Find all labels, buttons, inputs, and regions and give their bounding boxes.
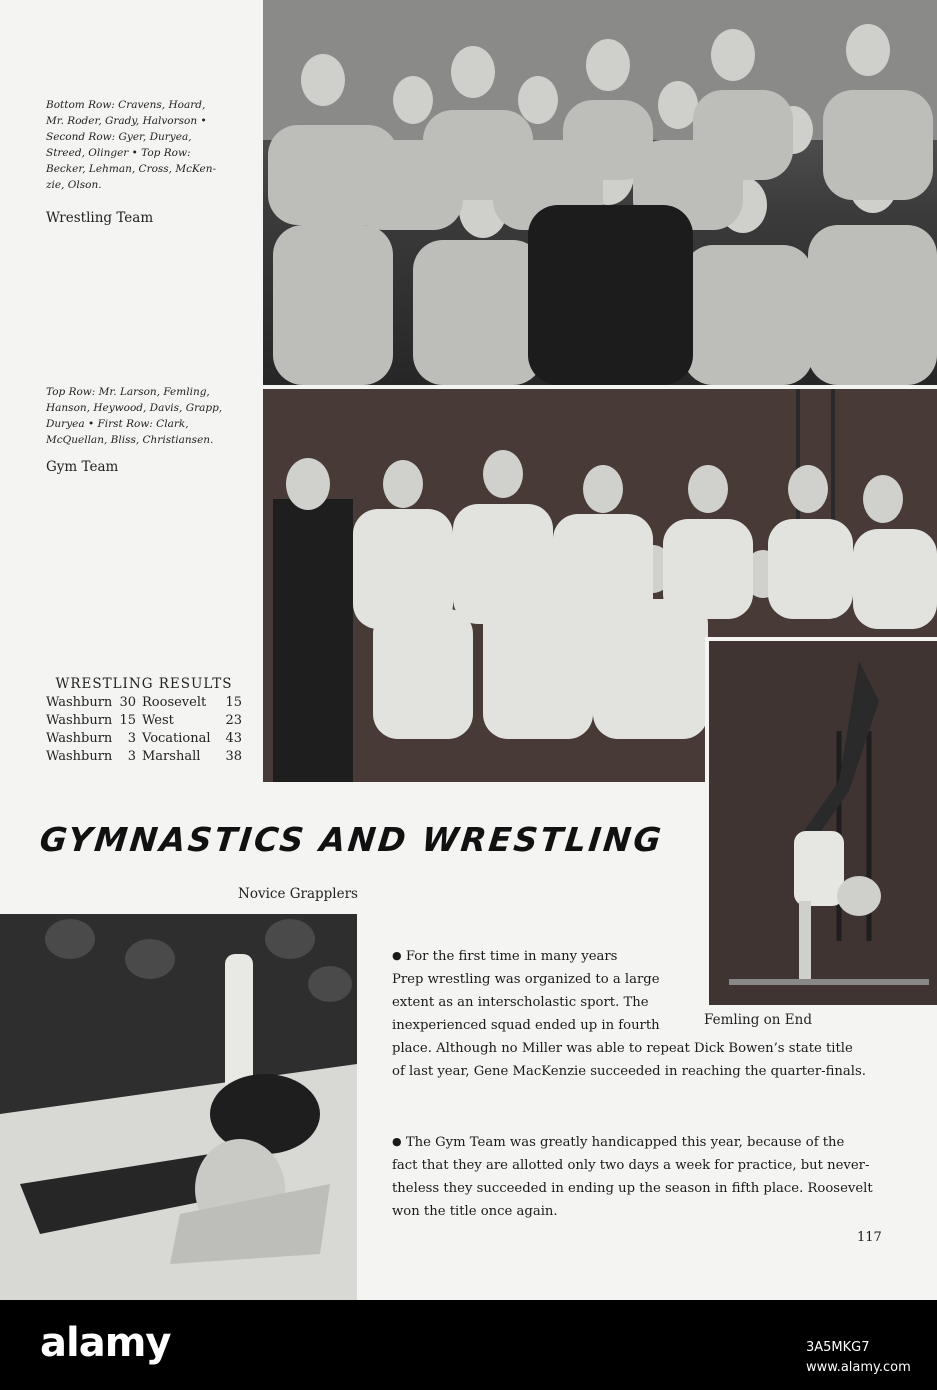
paragraph-line: place. Although no Miller was able to repeat Dick Bowen’s state title [392, 1041, 853, 1056]
team-score: 30 [119, 695, 136, 710]
novice-grapplers-photo [0, 914, 357, 1300]
opponent-score: 43 [225, 731, 242, 746]
opponent-score: 38 [225, 749, 242, 764]
results-header: WRESTLING RESULTS [55, 676, 233, 692]
caption-line: McQuellan, Bliss, Christiansen. [46, 434, 214, 446]
team-name: Washburn [46, 713, 113, 728]
paragraph-line: won the title once again. [392, 1204, 558, 1219]
team-score: 15 [119, 713, 136, 728]
paragraph-line: extent as an interscholastic sport. The [392, 995, 649, 1010]
paragraph-line: of last year, Gene MacKenzie succeeded in reaching the quarter-finals. [392, 1064, 866, 1079]
wrestling-paragraph [392, 944, 866, 1083]
wrestling-team-caption [46, 97, 216, 193]
brand-logo: alamy [40, 1320, 171, 1366]
gym-team-label: Gym Team [46, 459, 119, 475]
opponent-score: 23 [225, 713, 242, 728]
wrestling-team-photo-graphic [263, 0, 937, 385]
image-id: 3A5MKG7 [806, 1340, 870, 1355]
paragraph-line [392, 1130, 873, 1154]
novice-grapplers-graphic [0, 914, 357, 1300]
results-row [46, 730, 242, 748]
bullet-icon: ● [392, 949, 402, 962]
caption-line: Bottom Row: Cravens, Hoard, [46, 99, 206, 111]
femling-caption: Femling on End [704, 1012, 812, 1028]
paragraph-line: inexperienced squad ended up in fourth [392, 1018, 660, 1033]
stock-url: www.alamy.com [806, 1360, 911, 1375]
team-name: Washburn [46, 731, 113, 746]
caption-line: Becker, Lehman, Cross, McKen- [46, 163, 217, 175]
paragraph-line: theless they succeeded in ending up the season in fifth place. Roosevelt [392, 1181, 873, 1196]
paragraph-line: Prep wrestling was organized to a large [392, 972, 660, 987]
team-name: Washburn [46, 749, 113, 764]
paragraph-line: fact that they are allotted only two days a week for practice, but never- [392, 1158, 870, 1173]
wrestling-team-label: Wrestling Team [46, 210, 154, 226]
gym-paragraph [392, 1130, 873, 1223]
opponent-name: Vocational [142, 731, 211, 746]
paragraph-line [392, 944, 866, 968]
page-title: GYMNASTICS AND WRESTLING [37, 820, 666, 859]
team-name: Washburn [46, 695, 113, 710]
gym-team-caption [46, 384, 222, 448]
opponent-score: 15 [225, 695, 242, 710]
results-row [46, 694, 242, 712]
caption-line: Second Row: Gyer, Duryea, [46, 131, 192, 143]
page-number: 117 [857, 1230, 882, 1245]
bullet-icon: ● [392, 1135, 402, 1148]
caption-line: Duryea • First Row: Clark, [46, 418, 189, 430]
results-row [46, 748, 242, 766]
wrestling-team-photo [263, 0, 937, 385]
paragraph-line-text: For the first time in many years [405, 949, 618, 964]
opponent-name: Marshall [142, 749, 201, 764]
results-row [46, 712, 242, 730]
caption-line: Mr. Roder, Grady, Halvorson • [46, 115, 207, 127]
novice-grapplers-caption: Novice Grapplers [238, 886, 358, 902]
paragraph-line-text: The Gym Team was greatly handicapped this year, because of the [405, 1135, 845, 1150]
caption-line: Streed, Olinger • Top Row: [46, 147, 191, 159]
caption-line: zie, Olson. [46, 179, 102, 191]
opponent-name: West [142, 713, 174, 728]
caption-line: Hanson, Heywood, Davis, Grapp, [46, 402, 223, 414]
team-score: 3 [127, 731, 136, 746]
opponent-name: Roosevelt [142, 695, 207, 710]
wrestling-results [46, 676, 242, 766]
caption-line: Top Row: Mr. Larson, Femling, [46, 386, 210, 398]
team-score: 3 [127, 749, 136, 764]
